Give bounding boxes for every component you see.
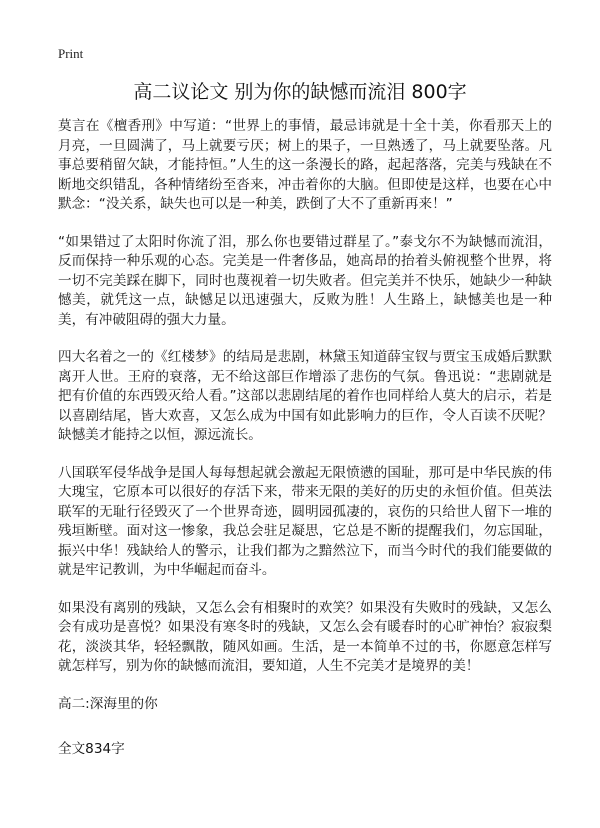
word-count: 全文834字 <box>58 741 125 757</box>
article-paragraph: 莫言在《檀香刑》中写道：“世界上的事情，最忌讳就是十全十美，你看那天上的月亮，一旦圆满了，马上就要亏厌；树上的果子，一旦熟透了，马上就要坠落。凡事总要稍留欠缺，才能持恒。”人生的这一条漫长的路，起起落落，完美与残缺在不断地交织错乱，各种情绪纷至沓来，冲击着你的大脑。但即使是这样，也要在心中默念：“没关系，缺失也可以是一种美，跌倒了大不了重新再来！” <box>58 118 552 212</box>
article-body <box>58 117 552 760</box>
article-paragraph: 四大名着之一的《红楼梦》的结局是悲剧，林黛玉知道薛宝钗与贾宝玉成婚后默默离开人世。王府的衰落，无不给这部巨作增添了悲伤的气氛。鲁迅说：“悲剧就是把有价值的东西毁灭给人看。”这部以悲剧结尾的着作也同样给人莫大的启示，若是以喜剧结尾，皆大欢喜，又怎么成为中国有如此影响力的巨作，令人百读不厌呢？缺憾美才能持之以恒，源远流长。 <box>58 349 552 443</box>
article-paragraph: 如果没有离别的残缺，又怎么会有相聚时的欢笑？如果没有失败时的残缺，又怎么会有成功是喜悦？如果没有寒冬时的残缺，又怎么会有暖春时的心旷神怡？寂寂梨花，淡淡其华，轻轻飘散，随风如画。生活，是一本简单不过的书，你愿意怎样写就怎样写，别为你的缺憾而流泪，要知道，人生不完美才是境界的美！ <box>58 599 552 674</box>
print-link[interactable]: Print <box>58 46 84 61</box>
article-title: 高二议论文 别为你的缺憾而流泪 800字 <box>133 81 467 103</box>
article-author: 高二:深海里的你 <box>58 695 158 712</box>
article-paragraph: “如果错过了太阳时你流了泪，那么你也要错过群星了。”泰戈尔不为缺憾而流泪，反而保持一种乐观的心态。完美是一件奢侈品，她高昂的抬着头俯视整个世界，将一切不完美踩在脚下，同时也蔑视着一切失败者。但完美并不快乐，她缺少一种缺憾美，就凭这一点，缺憾足以迅速强大，反败为胜！人生路上，缺憾美也是一种美，有冲破阻碍的强大力量。 <box>58 233 552 328</box>
article-paragraph: 八国联军侵华战争是国人每每想起就会激起无限愤懑的国耻，那可是中华民族的伟大瑰宝，它原本可以很好的存活下来，带来无限的美好的历史的永恒价值。但英法联军的无耻行径毁灭了一个世界奇迹，圆明园孤凄的，哀伤的只给世人留下一堆的残垣断壁。面对这一惨象，我总会驻足凝思，它总是不断的提醒我们，勿忘国耻，振兴中华！残缺给人的警示，让我们都为之黯然泣下，而当今时代的我们能要做的就是牢记教训，为中华崛起而奋斗。 <box>58 464 552 578</box>
